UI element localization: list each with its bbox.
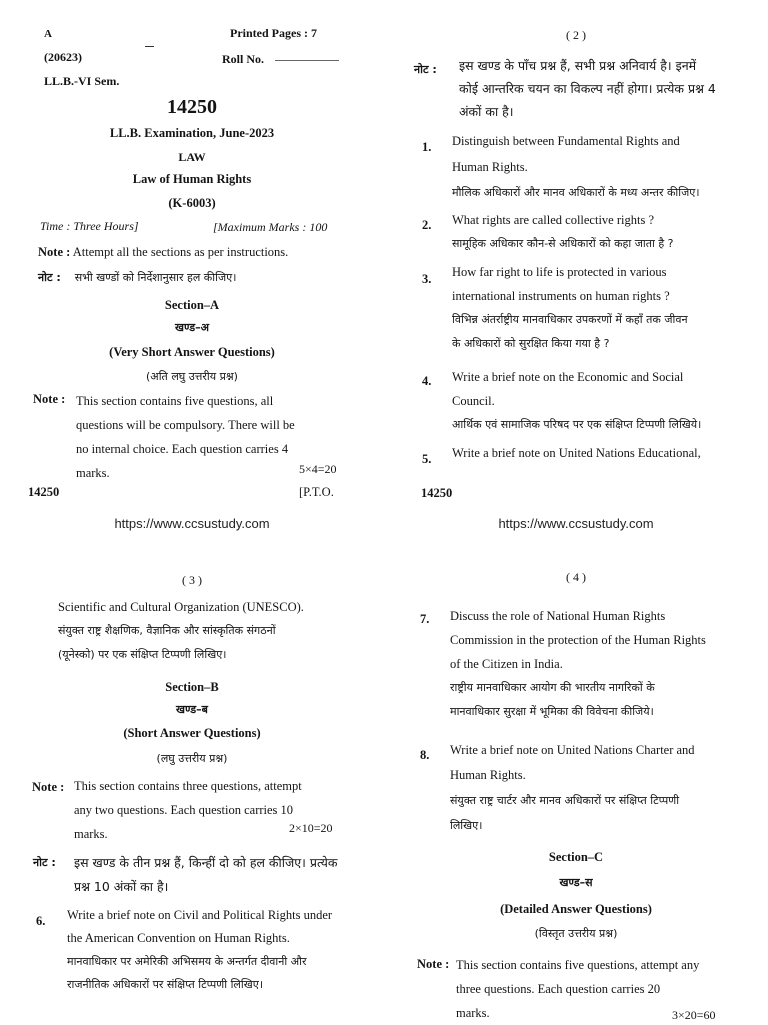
question-5-continued: Scientific and Cultural Organization (UNESCO).: [58, 600, 304, 614]
course-name: LL.B.-VI Sem.: [44, 74, 120, 88]
question-2: [452, 208, 674, 256]
question-text-hindi: मौलिक अधिकारों और मानव अधिकारों के मध्य अन्तर कीजिए।: [452, 186, 700, 199]
question-number: 6.: [36, 914, 46, 928]
question-number: 8.: [420, 748, 430, 762]
page-number: ( 3 ): [182, 573, 202, 587]
note-line: marks.: [456, 1006, 490, 1020]
section-b-title: Section–B: [165, 680, 219, 694]
section-b-subtitle-hindi: (लघु उत्तरीय प्रश्न): [156, 752, 228, 765]
question-8: [450, 738, 695, 838]
question-text: How far right to life is protected in various: [452, 265, 667, 279]
note-line: This section contains five questions, all: [76, 394, 274, 408]
question-text: the American Convention on Human Rights.: [67, 931, 290, 945]
section-c-title: Section–C: [548, 850, 604, 864]
question-text-hindi: संयुक्त राष्ट्र चार्टर और मानव अधिकारों पर संक्षिप्त टिप्पणी: [450, 794, 680, 807]
question-text: international instruments on human rights ?: [452, 289, 670, 303]
exam-page-3: [0, 512, 384, 1024]
question-text: Discuss the role of National Human Rights: [450, 609, 666, 623]
question-text-hindi: विभिन्न अंतर्राष्ट्रीय मानवाधिकार उपकरणों में कहाँ तक जीवन: [452, 313, 688, 326]
note-line: no internal choice. Each question carries 4: [76, 442, 289, 456]
section-a-note: [76, 389, 295, 485]
question-text: Human Rights.: [452, 160, 528, 174]
question-text: Commission in the protection of the Human Rights: [450, 633, 706, 647]
question-6: [67, 904, 332, 996]
exam-page-1: [0, 0, 384, 531]
section-b-note-label: Note :: [32, 780, 65, 794]
section-c-subtitle-hindi: (विस्तृत उत्तरीय प्रश्न): [534, 927, 618, 940]
note-line: इस खण्ड के तीन प्रश्न हैं, किन्हीं दो को हल कीजिए। प्रत्येक: [74, 855, 338, 870]
section-a-title-hindi: खण्ड–अ: [174, 321, 209, 334]
paper-title: Law of Human Rights: [132, 172, 252, 186]
section-b-note-hindi: [74, 851, 337, 899]
question-5-hindi-line-2: (यूनेस्को) पर एक संक्षिप्त टिप्पणी लिखिए।: [58, 648, 227, 661]
question-text: Write a brief note on the Economic and Social: [452, 370, 684, 384]
time-allowed: Time : Three Hours]: [40, 219, 139, 233]
exam-page-2: [384, 0, 768, 531]
note-line: marks.: [76, 466, 110, 480]
note-label-hindi: नोट :: [414, 63, 437, 76]
section-c-note: [456, 953, 699, 1025]
section-b-title-hindi: खण्ड–ब: [176, 703, 208, 716]
section-b-subtitle: (Short Answer Questions): [123, 726, 261, 740]
exam-page-4: [384, 512, 768, 1024]
section-b-note: [74, 774, 302, 846]
question-number: 2.: [422, 218, 432, 232]
page-number: ( 2 ): [566, 28, 586, 42]
note-label-hindi: नोट :: [33, 856, 56, 869]
question-text: What rights are called collective rights ?: [452, 213, 654, 227]
section-c-subtitle: (Detailed Answer Questions): [500, 902, 652, 916]
question-text-hindi: आर्थिक एवं सामाजिक परिषद पर एक संक्षिप्त टिप्पणी लिखिये।: [452, 418, 702, 431]
question-text-hindi: लिखिए।: [450, 819, 483, 832]
note-line: This section contains three questions, attempt: [74, 779, 302, 793]
question-text: of the Citizen in India.: [450, 657, 563, 671]
footer-url: https://www.ccsustudy.com: [498, 516, 654, 531]
section-a-subtitle-hindi: (अति लघु उत्तरीय प्रश्न): [146, 370, 238, 383]
question-5-hindi-line-1: संयुक्त राष्ट्र शैक्षणिक, वैज्ञानिक और सांस्कृतिक संगठनों: [58, 624, 276, 637]
note-label-hindi: नोट :: [38, 271, 61, 284]
note-label: Note :: [38, 245, 71, 259]
note-line: This section contains five questions, attempt any: [456, 958, 700, 972]
footer-paper-number: 14250: [421, 486, 453, 500]
general-note-hindi: [38, 268, 236, 286]
footer-url: https://www.ccsustudy.com: [114, 516, 270, 531]
general-note: [38, 245, 288, 260]
note-line: अंकों का है।: [459, 104, 514, 119]
question-number: 5.: [422, 452, 432, 466]
pto-marker: [P.T.O.: [299, 485, 334, 499]
maximum-marks: [Maximum Marks : 100: [213, 220, 328, 234]
note-line: इस खण्ड के पाँच प्रश्न हैं, सभी प्रश्न अनिवार्य है। इनमें: [459, 58, 697, 73]
question-3: [452, 260, 688, 356]
question-text: Write a brief note on United Nations Charter and: [450, 743, 695, 757]
marks-formula: 3×20=60: [672, 1008, 716, 1022]
paper-code-k: (K-6003): [168, 196, 216, 210]
note-text: Attempt all the sections as per instructions.: [72, 245, 289, 259]
question-text: Distinguish between Fundamental Rights and: [452, 134, 680, 148]
paper-code: (20623): [44, 50, 82, 64]
question-7: [450, 604, 706, 724]
question-text: Council.: [452, 394, 495, 408]
question-1: [452, 128, 700, 206]
question-text-hindi: के अधिकारों को सुरक्षित किया गया है ?: [452, 337, 610, 350]
question-text-hindi: सामूहिक अधिकार कौन-से अधिकारों को कहा जाता है ?: [452, 237, 674, 250]
footer-paper-number: 14250: [28, 485, 60, 499]
question-number: 3.: [422, 272, 432, 286]
note-text-hindi: सभी खण्डों को निर्देशानुसार हल कीजिए।: [74, 271, 237, 284]
question-text: Write a brief note on United Nations Educational,: [452, 446, 701, 460]
marks-formula: 5×4=20: [299, 462, 337, 476]
page-number: ( 4 ): [566, 570, 586, 584]
note-line: questions will be compulsory. There will be: [76, 418, 295, 432]
paper-number: 14250: [167, 96, 217, 118]
section-a-title: Section–A: [164, 298, 220, 312]
printed-pages: Printed Pages : 7: [230, 26, 317, 40]
question-text-hindi: राजनीतिक अधिकारों पर संक्षिप्त टिप्पणी लिखिए।: [67, 978, 263, 991]
section-a-note-label: Note :: [33, 392, 66, 406]
corner-letter: A: [44, 28, 52, 40]
question-text: Write a brief note on Civil and Political Rights under: [67, 908, 333, 922]
section-c-title-hindi: खण्ड–स: [559, 876, 593, 889]
section-a-subtitle: (Very Short Answer Questions): [109, 345, 275, 359]
question-5: [452, 440, 701, 466]
question-text-hindi: मानवाधिकार सुरक्षा में भूमिका की विवेचना कीजिये।: [450, 705, 654, 718]
note-line: कोई आन्तरिक चयन का विकल्प नहीं होगा। प्रत्येक प्रश्न 4: [459, 81, 716, 96]
marks-formula: 2×10=20: [289, 821, 333, 835]
question-number: 4.: [422, 374, 432, 388]
question-number: 1.: [422, 140, 432, 154]
roll-number-label: Roll No.: [222, 52, 264, 66]
question-text: Human Rights.: [450, 768, 526, 782]
question-4: [452, 365, 701, 437]
exam-title: LL.B. Examination, June-2023: [109, 126, 275, 140]
page2-note-hindi: [459, 54, 716, 123]
section-c-note-label: Note :: [417, 957, 450, 971]
note-line: प्रश्न 10 अंकों का है।: [74, 879, 169, 894]
subject-name: LAW: [178, 150, 206, 164]
note-line: three questions. Each question carries 20: [456, 982, 661, 996]
question-text-hindi: मानवाधिकार पर अमेरिकी अभिसमय के अन्तर्गत दीवानी और: [67, 955, 307, 968]
question-number: 7.: [420, 612, 430, 626]
note-line: any two questions. Each question carries 10: [74, 803, 294, 817]
question-text-hindi: राष्ट्रीय मानवाधिकार आयोग की भारतीय नागरिकों के: [450, 681, 655, 694]
note-line: marks.: [74, 827, 108, 841]
